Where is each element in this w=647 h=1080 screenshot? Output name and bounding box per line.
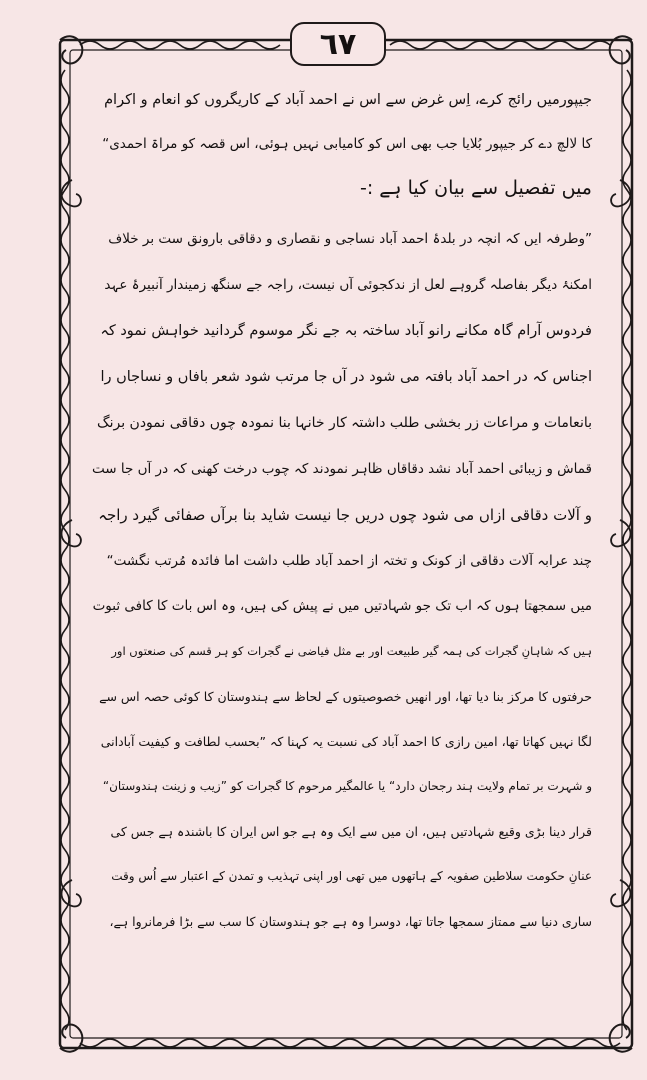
text-line: کا لالچ دے کر جیپور بُلایا جب بھی اس کو کامیابی نہیں ہوئی، اس قصہ کو مراۃ احمدی“ <box>102 136 592 152</box>
text-line: لگا نہیں کھاتا تھا، امین رازی کا احمد آباد کی نسبت یہ کہنا کہ ”بحسب لطافت و کیفیت آبادانی <box>100 734 592 749</box>
closing-paragraph <box>92 584 592 944</box>
text-line: و شہرت بر تمام ولایت ہند رجحان دارد“ یا عالمگیر مرحوم کا گجرات کو ”زیب و زینت ہندوستان“ <box>102 779 592 793</box>
text-line: عنانِ حکومت سلاطین صفویہ کے ہاتھوں میں تھی اور اپنی تہذیب و تمدن کے اعتبار سے اُس وقت <box>111 869 592 883</box>
page-number: ٦٧ <box>290 22 386 66</box>
quote-line: ”وطرفہ ایں کہ انچہ در بلدۂ احمد آباد نساجی و نقصاری و دقاقی بارونق ست بر خلاف <box>108 231 592 247</box>
text-line: ساری دنیا سے ممتاز سمجھا جاتا تھا، دوسرا وہ ہے جو ہندوستان کا سب سے بڑا فرمانروا ہے، <box>109 914 592 929</box>
quote-line: چند عرابہ آلات دقاقی از کونک و تختہ از احمد آباد طلب داشت اما فائدہ مُرتب نگشت“ <box>106 553 592 569</box>
quote-line: امکنۂ دیگر بفاصلہ گروہے لعل از ندکجوئی آں نیست، راجہ جے سنگھ زمیندار آنبیرۂ عہد <box>104 277 592 293</box>
quote-line: اجناس کہ در احمد آباد بافتہ می شود در آں جا مرتب شود شعر بافاں و نساجاں را <box>100 369 592 385</box>
text-line: میں سمجھتا ہوں کہ اب تک جو شہادتیں میں نے پیش کی ہیں، وہ اس بات کا کافی ثبوت <box>92 598 592 614</box>
opening-paragraph <box>92 78 592 210</box>
quote-line: و آلات دقاقی ازاں می شود چوں دریں جا نیست شاید بنا برآں صفائی گیرد راجہ <box>98 506 592 524</box>
persian-quotation <box>92 216 592 584</box>
quote-line: فردوس آرام گاہ مکانے رانو آباد ساختہ بہ جے نگر موسوم گردانید خواہش نمود کہ <box>100 323 592 339</box>
text-line: جیپورمیں رائج کرے، اِس غرض سے اس نے احمد آباد کے کاریگروں کو انعام و اکرام <box>104 92 592 108</box>
text-line: ہیں کہ شاہانِ گجرات کی ہمہ گیر طبیعت اور بے مثل فیاضی نے گجرات کو ہر قسم کی صنعتوں اور <box>111 644 592 658</box>
quote-line: بانعامات و مراعات زر بخشی طلب داشتہ کار خانہا بنا نمودہ چوں دقاقی نمودن برنگ <box>97 415 592 431</box>
text-line: حرفتوں کا مرکز بنا دیا تھا، اور انھیں خصوصیتوں کے لحاظ سے ہندوستان کا کوئی حصہ اس سے <box>99 689 592 704</box>
text-line: قرار دینا بڑی وقیع شہادتیں ہیں، ان میں سے ایک وہ ہے جو اس ایران کا باشندہ ہے جس کی <box>110 824 592 839</box>
text-line: میں تفصیل سے بیان کیا ہے :- <box>359 177 592 199</box>
page-body <box>92 78 592 944</box>
quote-line: قماش و زیبائی احمد آباد نشد دقاقاں ظاہر نمودند کہ چوب درخت کھنی کہ در آں جا ست <box>91 461 592 477</box>
